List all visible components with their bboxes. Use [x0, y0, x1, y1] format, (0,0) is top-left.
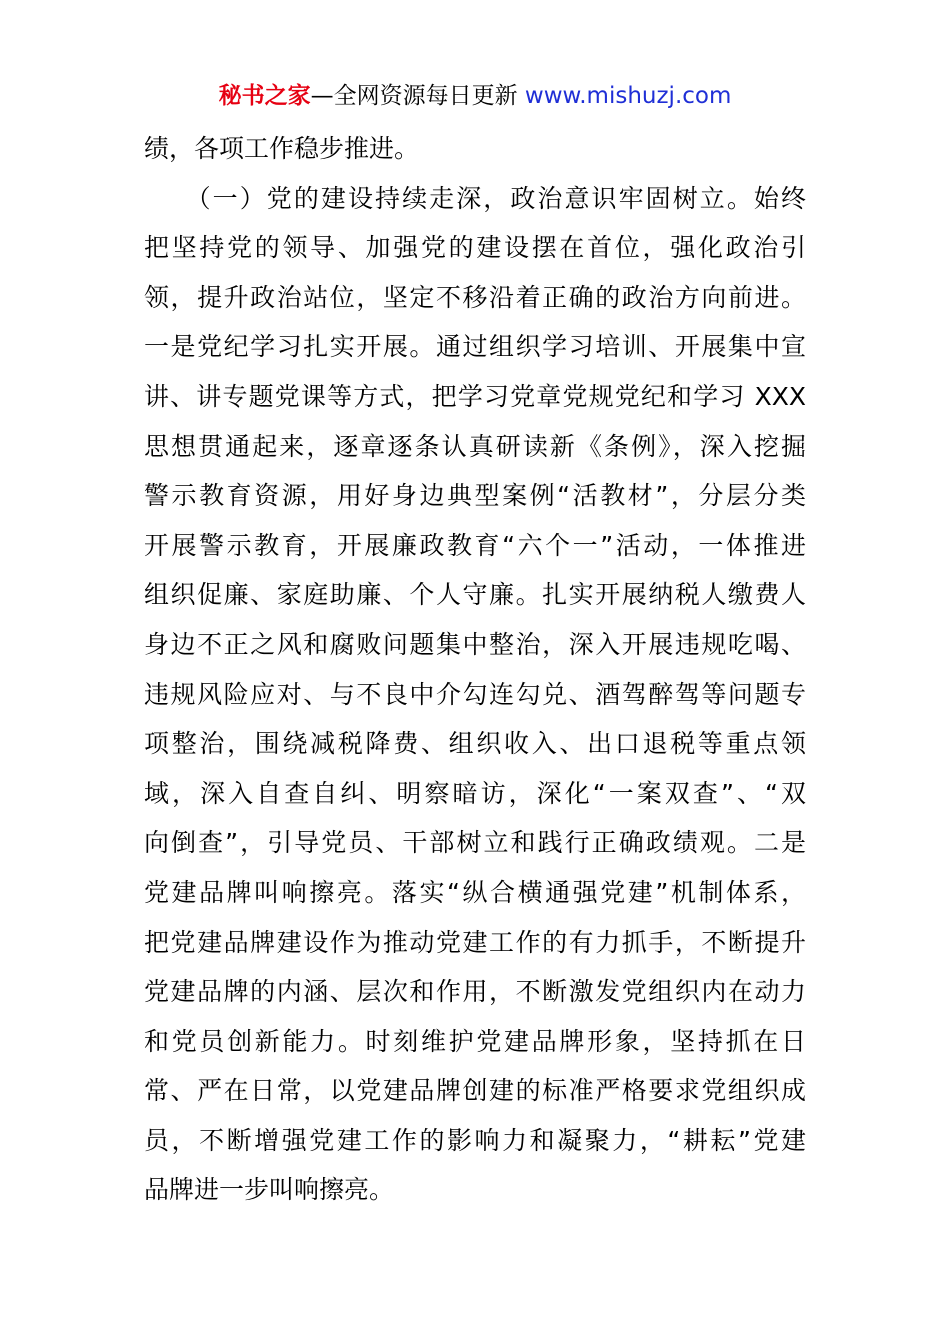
- text-line: 项整治，围绕减税降费、组织收入、出口退税等重点领: [144, 729, 806, 759]
- text-line: 违规风险应对、与不良中介勾连勾兑、酒驾醉驾等问题专: [144, 679, 806, 709]
- text-line: 和党员创新能力。时刻维护党建品牌形象，坚持抓在日: [144, 1026, 806, 1056]
- document-body: [144, 124, 806, 1215]
- text-line: 党建品牌叫响擦亮。落实“纵合横通强党建”机制体系，: [144, 877, 806, 907]
- text-line: 员，不断增强党建工作的影响力和凝聚力，“耕耘”党建: [144, 1125, 806, 1155]
- text-line: （一）党的建设持续走深，政治意识牢固树立。始终: [144, 183, 806, 213]
- text-line: 域，深入自查自纠、明察暗访，深化“一案双查”、“双: [144, 778, 806, 808]
- text-line: 把党建品牌建设作为推动党建工作的有力抓手，不断提升: [144, 927, 806, 957]
- text-line: 警示教育资源，用好身边典型案例“活教材”，分层分类: [144, 481, 806, 511]
- page-header: [0, 80, 950, 112]
- text-line: 讲、讲专题党课等方式，把学习党章党规党纪和学习 XXX: [144, 381, 806, 411]
- text-line: 思想贯通起来，逐章逐条认真研读新《条例》，深入挖掘: [144, 431, 806, 461]
- site-url-link[interactable]: www.mishuzj.com: [524, 83, 732, 109]
- text-line: 身边不正之风和腐败问题集中整治，深入开展违规吃喝、: [144, 629, 806, 659]
- text-line: 常、严在日常，以党建品牌创建的标准严格要求党组织成: [144, 1076, 806, 1106]
- text-line: 品牌进一步叫响擦亮。: [144, 1175, 395, 1205]
- text-line: 组织促廉、家庭助廉、个人守廉。扎实开展纳税人缴费人: [144, 580, 806, 610]
- text-line: 向倒查”，引导党员、干部树立和践行正确政绩观。二是: [144, 828, 806, 858]
- text-line: 绩，各项工作稳步推进。: [144, 134, 420, 163]
- text-line: 领，提升政治站位，坚定不移沿着正确的政治方向前进。: [144, 282, 806, 312]
- text-line: 把坚持党的领导、加强党的建设摆在首位，强化政治引: [144, 233, 806, 263]
- site-brand: 秘书之家: [218, 83, 311, 109]
- text-line: 开展警示教育，开展廉政教育“六个一”活动，一体推进: [144, 530, 806, 560]
- site-tagline: —全网资源每日更新: [310, 83, 525, 109]
- text-line: 一是党纪学习扎实开展。通过组织学习培训、开展集中宣: [144, 332, 806, 362]
- text-line: 党建品牌的内涵、层次和作用，不断激发党组织内在动力: [144, 977, 806, 1007]
